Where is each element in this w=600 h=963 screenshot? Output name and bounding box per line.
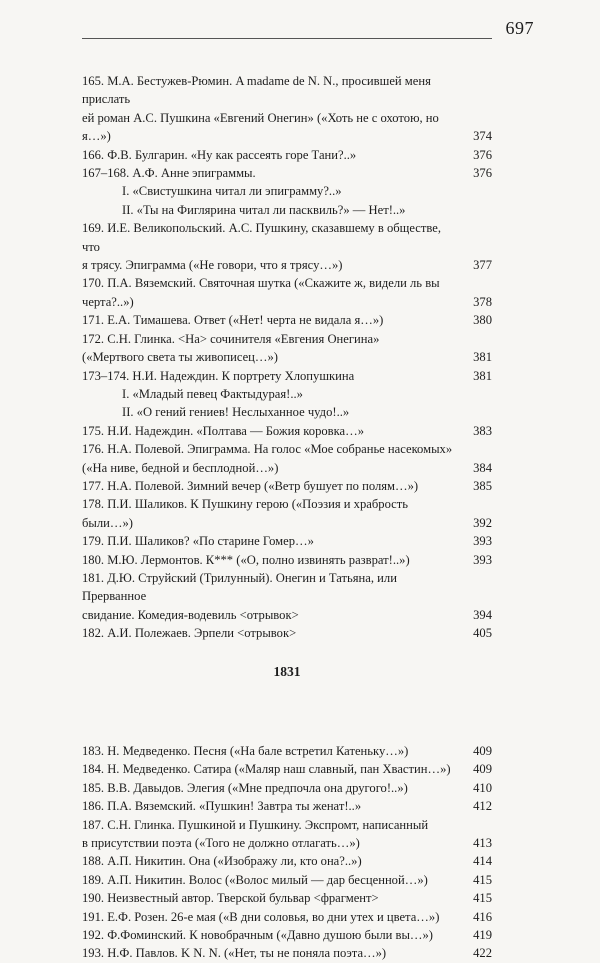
toc-entry xyxy=(82,311,492,329)
toc-entry-page: 410 xyxy=(473,780,492,795)
toc-entry-page: 383 xyxy=(473,423,492,438)
toc-entry-page: 405 xyxy=(473,626,492,641)
toc-entry-page: 416 xyxy=(473,909,492,924)
toc-entry xyxy=(82,551,492,569)
toc-entry-line: в присутствии поэта («Того не должно отлагать…») xyxy=(82,836,360,851)
toc-entry-page: 385 xyxy=(473,478,492,493)
toc-entry-page: 376 xyxy=(473,166,492,181)
toc-entry-line: 193. Н.Ф. Павлов. K N. N. («Нет, ты не поняла поэта…») xyxy=(82,946,387,961)
toc-entry-line: 175. Н.И. Надеждин. «Полтава — Божия коровка…» xyxy=(82,423,365,438)
toc-entry-line: 165. М.А. Бестужев-Рюмин. A madame de N. N., просившей меня прислать xyxy=(82,74,431,107)
page-number: 697 xyxy=(505,18,534,38)
toc-entry-line: 180. М.Ю. Лермонтов. К*** («О, полно извинять разврат!..») xyxy=(82,552,410,567)
toc-entry-text xyxy=(82,274,466,311)
toc-entry-text xyxy=(82,311,466,329)
toc-entry-text xyxy=(82,219,466,274)
toc-entry xyxy=(82,367,492,385)
toc-entry-page: 384 xyxy=(473,460,492,475)
toc-entry-text xyxy=(82,944,466,962)
toc-entry xyxy=(82,797,492,815)
toc-entry xyxy=(82,816,492,853)
toc-entry xyxy=(82,742,492,760)
toc-entry-line: 167–168. А.Ф. Анне эпиграммы. xyxy=(82,166,256,181)
toc-entry-text xyxy=(82,72,466,146)
toc-entry-page: 415 xyxy=(473,872,492,887)
toc-entry xyxy=(82,871,492,889)
toc-entry-page: 412 xyxy=(473,799,492,814)
toc-entry-page: 380 xyxy=(473,313,492,328)
toc-entry xyxy=(82,146,492,164)
toc-entry xyxy=(82,477,492,495)
toc-entry-line: 191. Е.Ф. Розен. 26-е мая («В дни соловья, во дни утех и цвета…») xyxy=(82,909,440,924)
toc-entry-line: 179. П.И. Шаликов? «По старине Гомер…» xyxy=(82,534,314,549)
toc-entry-line: 186. П.А. Вяземский. «Пушкин! Завтра ты женат!..» xyxy=(82,799,362,814)
toc-entry-text xyxy=(82,477,466,495)
toc-entry-line: 189. А.П. Никитин. Волос («Волос милый — дар бесценной…») xyxy=(82,872,428,887)
toc-entry-page: 376 xyxy=(473,147,492,162)
toc-entry-text xyxy=(82,182,466,200)
toc-entry-line: 171. Е.А. Тимашева. Ответ («Нет! черта не видала я…») xyxy=(82,313,384,328)
toc-entry-line: 178. П.И. Шаликов. К Пушкину герою («Поэзия и храбрость были…») xyxy=(82,497,409,530)
toc-entry xyxy=(82,908,492,926)
toc-entry xyxy=(82,760,492,778)
toc-entry-line: 182. А.И. Полежаев. Эрпели <отрывок> xyxy=(82,626,297,641)
toc-entry-line: 176. Н.А. Полевой. Эпиграмма. На голос «Мое собранье насекомых» xyxy=(82,442,453,457)
toc-entry-page: 381 xyxy=(473,368,492,383)
toc-entry-page: 393 xyxy=(473,534,492,549)
toc-entry-page: 422 xyxy=(473,946,492,961)
toc-entry xyxy=(82,422,492,440)
toc-entry-text xyxy=(82,852,466,870)
toc-entry-line: 183. Н. Медведенко. Песня («На бале встретил Катеньку…») xyxy=(82,744,409,758)
toc-entry-text xyxy=(82,760,466,778)
toc-entry-page: 413 xyxy=(473,836,492,851)
toc-entry xyxy=(82,624,492,642)
toc-entry-page: 381 xyxy=(473,350,492,365)
toc-entry-line: I. «Младый певец Фактыдурая!..» xyxy=(122,386,303,401)
toc-entry xyxy=(82,403,492,421)
toc-section-1 xyxy=(82,72,492,643)
toc-entry-text xyxy=(82,201,466,219)
toc-entry-text xyxy=(82,403,466,421)
toc-entry-line: 173–174. Н.И. Надеждин. К портрету Хлопушкина xyxy=(82,368,355,383)
toc-entry-line: ей роман А.С. Пушкина «Евгений Онегин» («Хоть не с охотою, но я…») xyxy=(82,110,439,144)
toc-entry-line: 172. С.Н. Глинка. <На> сочинителя «Евгения Онегина» xyxy=(82,331,380,346)
toc-entry xyxy=(82,852,492,870)
toc-entry-line: («Мертвого света ты живописец…») xyxy=(82,350,278,365)
toc-entry-text xyxy=(82,495,466,532)
toc-entry-line: I. «Свистушкина читал ли эпиграмму?..» xyxy=(122,184,342,199)
toc-entry-line: 170. П.А. Вяземский. Святочная шутка («Скажите ж, видели ль вы черта?..») xyxy=(82,276,440,309)
toc-entry xyxy=(82,164,492,182)
toc-entry-text xyxy=(82,908,466,926)
toc-entry-text xyxy=(82,440,466,477)
toc-entry-line: 188. А.П. Никитин. Она («Изображу ли, кто она?..») xyxy=(82,854,362,869)
toc-entry-text xyxy=(82,816,466,853)
toc-entry-text xyxy=(82,889,466,907)
toc-entry xyxy=(82,182,492,200)
toc-entry xyxy=(82,440,492,477)
toc-entry-line: я трясу. Эпиграмма («Не говори, что я трясу…») xyxy=(82,258,343,273)
toc-entry xyxy=(82,201,492,219)
header-rule xyxy=(82,38,492,39)
toc-entry-text xyxy=(82,926,466,944)
toc-entry xyxy=(82,779,492,797)
toc-entry-text xyxy=(82,779,466,797)
toc-entry-line: («На ниве, бедной и бесплодной…») xyxy=(82,460,279,475)
toc-entry-line: II. «О гений гениев! Неслыханное чудо!..» xyxy=(122,405,350,420)
toc-entry xyxy=(82,944,492,962)
toc-entry-text xyxy=(82,330,466,367)
toc-entry xyxy=(82,569,492,624)
toc-section-2 xyxy=(82,742,492,963)
toc-entry-line: 185. В.В. Давыдов. Элегия («Мне предпочла она другого!..») xyxy=(82,780,408,795)
toc-entry xyxy=(82,889,492,907)
toc-entry-page: 392 xyxy=(473,515,492,530)
toc-entry xyxy=(82,219,492,274)
toc-entry-page: 414 xyxy=(473,854,492,869)
toc-entry-page: 377 xyxy=(473,258,492,273)
toc-entry-page: 374 xyxy=(473,129,492,144)
toc-entry-text xyxy=(82,742,466,760)
toc-entry-text xyxy=(82,569,466,624)
toc-entry xyxy=(82,926,492,944)
toc-entry-line: II. «Ты на Фиглярина читал ли пасквиль?» — Нет!..» xyxy=(122,202,406,217)
year-heading-wrap xyxy=(82,643,492,702)
toc-entry-text xyxy=(82,624,466,642)
toc-entry-page: 393 xyxy=(473,552,492,567)
toc-entry-line: 166. Ф.В. Булгарин. «Ну как рассеять горе Тани?..» xyxy=(82,147,357,162)
toc-entry-text xyxy=(82,422,466,440)
toc-entry xyxy=(82,274,492,311)
toc-entry xyxy=(82,495,492,532)
toc-entry-text xyxy=(82,164,466,182)
toc-entry-line: 190. Неизвестный автор. Тверской бульвар <фрагмент> xyxy=(82,891,379,906)
toc-entry xyxy=(82,330,492,367)
toc-entry-line: свидание. Комедия-водевиль <отрывок> xyxy=(82,607,299,622)
toc-entry-text xyxy=(82,146,466,164)
year-heading: 1831 xyxy=(273,664,301,679)
toc-entry-line: 177. Н.А. Полевой. Зимний вечер («Ветр бушует по полям…») xyxy=(82,478,419,493)
toc-entry-text xyxy=(82,797,466,815)
toc-entry-text xyxy=(82,385,466,403)
toc-entry xyxy=(82,72,492,146)
toc-entry-page: 409 xyxy=(473,762,492,777)
toc-entry-line: 192. Ф.Фоминский. К новобрачным («Давно душою были вы…») xyxy=(82,928,434,943)
toc-entry-page: 394 xyxy=(473,607,492,622)
toc-entry xyxy=(82,385,492,403)
toc-entry-line: 181. Д.Ю. Струйский (Трилунный). Онегин и Татьяна, или Прерванное xyxy=(82,570,397,604)
toc-entry-text xyxy=(82,551,466,569)
toc-entry-line: 184. Н. Медведенко. Сатира («Маляр наш славный, пан Хвастин…») xyxy=(82,762,451,777)
toc-entry-line: 187. С.Н. Глинка. Пушкиной и Пушкину. Экспромт, написанный xyxy=(82,817,429,832)
toc-entry-page: 419 xyxy=(473,928,492,943)
toc-entry-page: 415 xyxy=(473,891,492,906)
toc-entry xyxy=(82,532,492,550)
toc-entry-page: 378 xyxy=(473,294,492,309)
toc-entry-page: 409 xyxy=(473,744,492,758)
toc-entry-text xyxy=(82,532,466,550)
toc-entry-line: 169. И.Е. Великопольский. А.С. Пушкину, сказавшему в обществе, что xyxy=(82,221,441,254)
toc-entry-text xyxy=(82,871,466,889)
toc-entry-text xyxy=(82,367,466,385)
